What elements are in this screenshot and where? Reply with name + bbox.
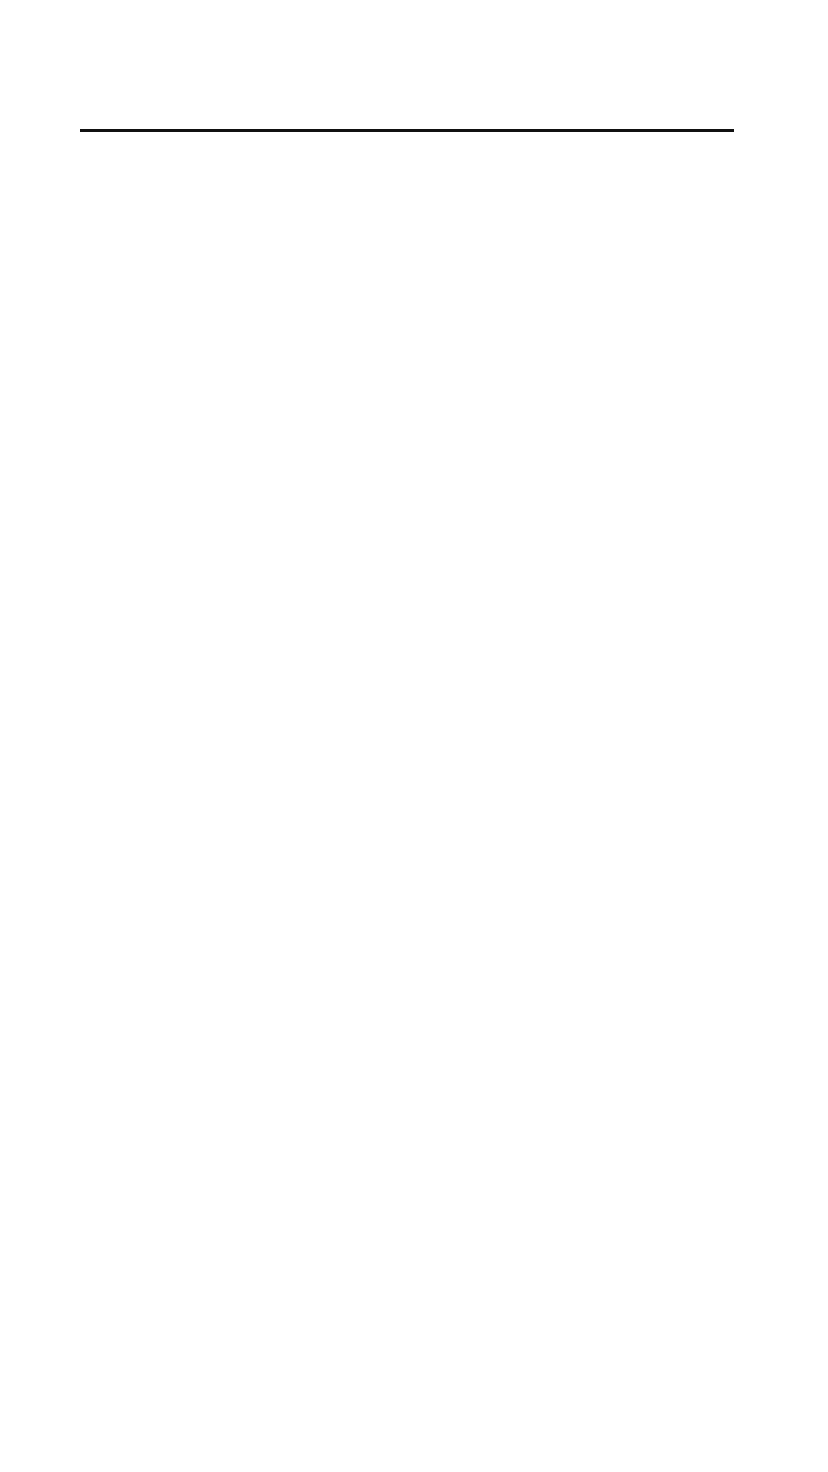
- section-header: [80, 108, 748, 152]
- title-rule: [80, 129, 734, 132]
- bottom-decorative-border: [0, 1428, 828, 1472]
- top-decorative-border: [0, 0, 828, 66]
